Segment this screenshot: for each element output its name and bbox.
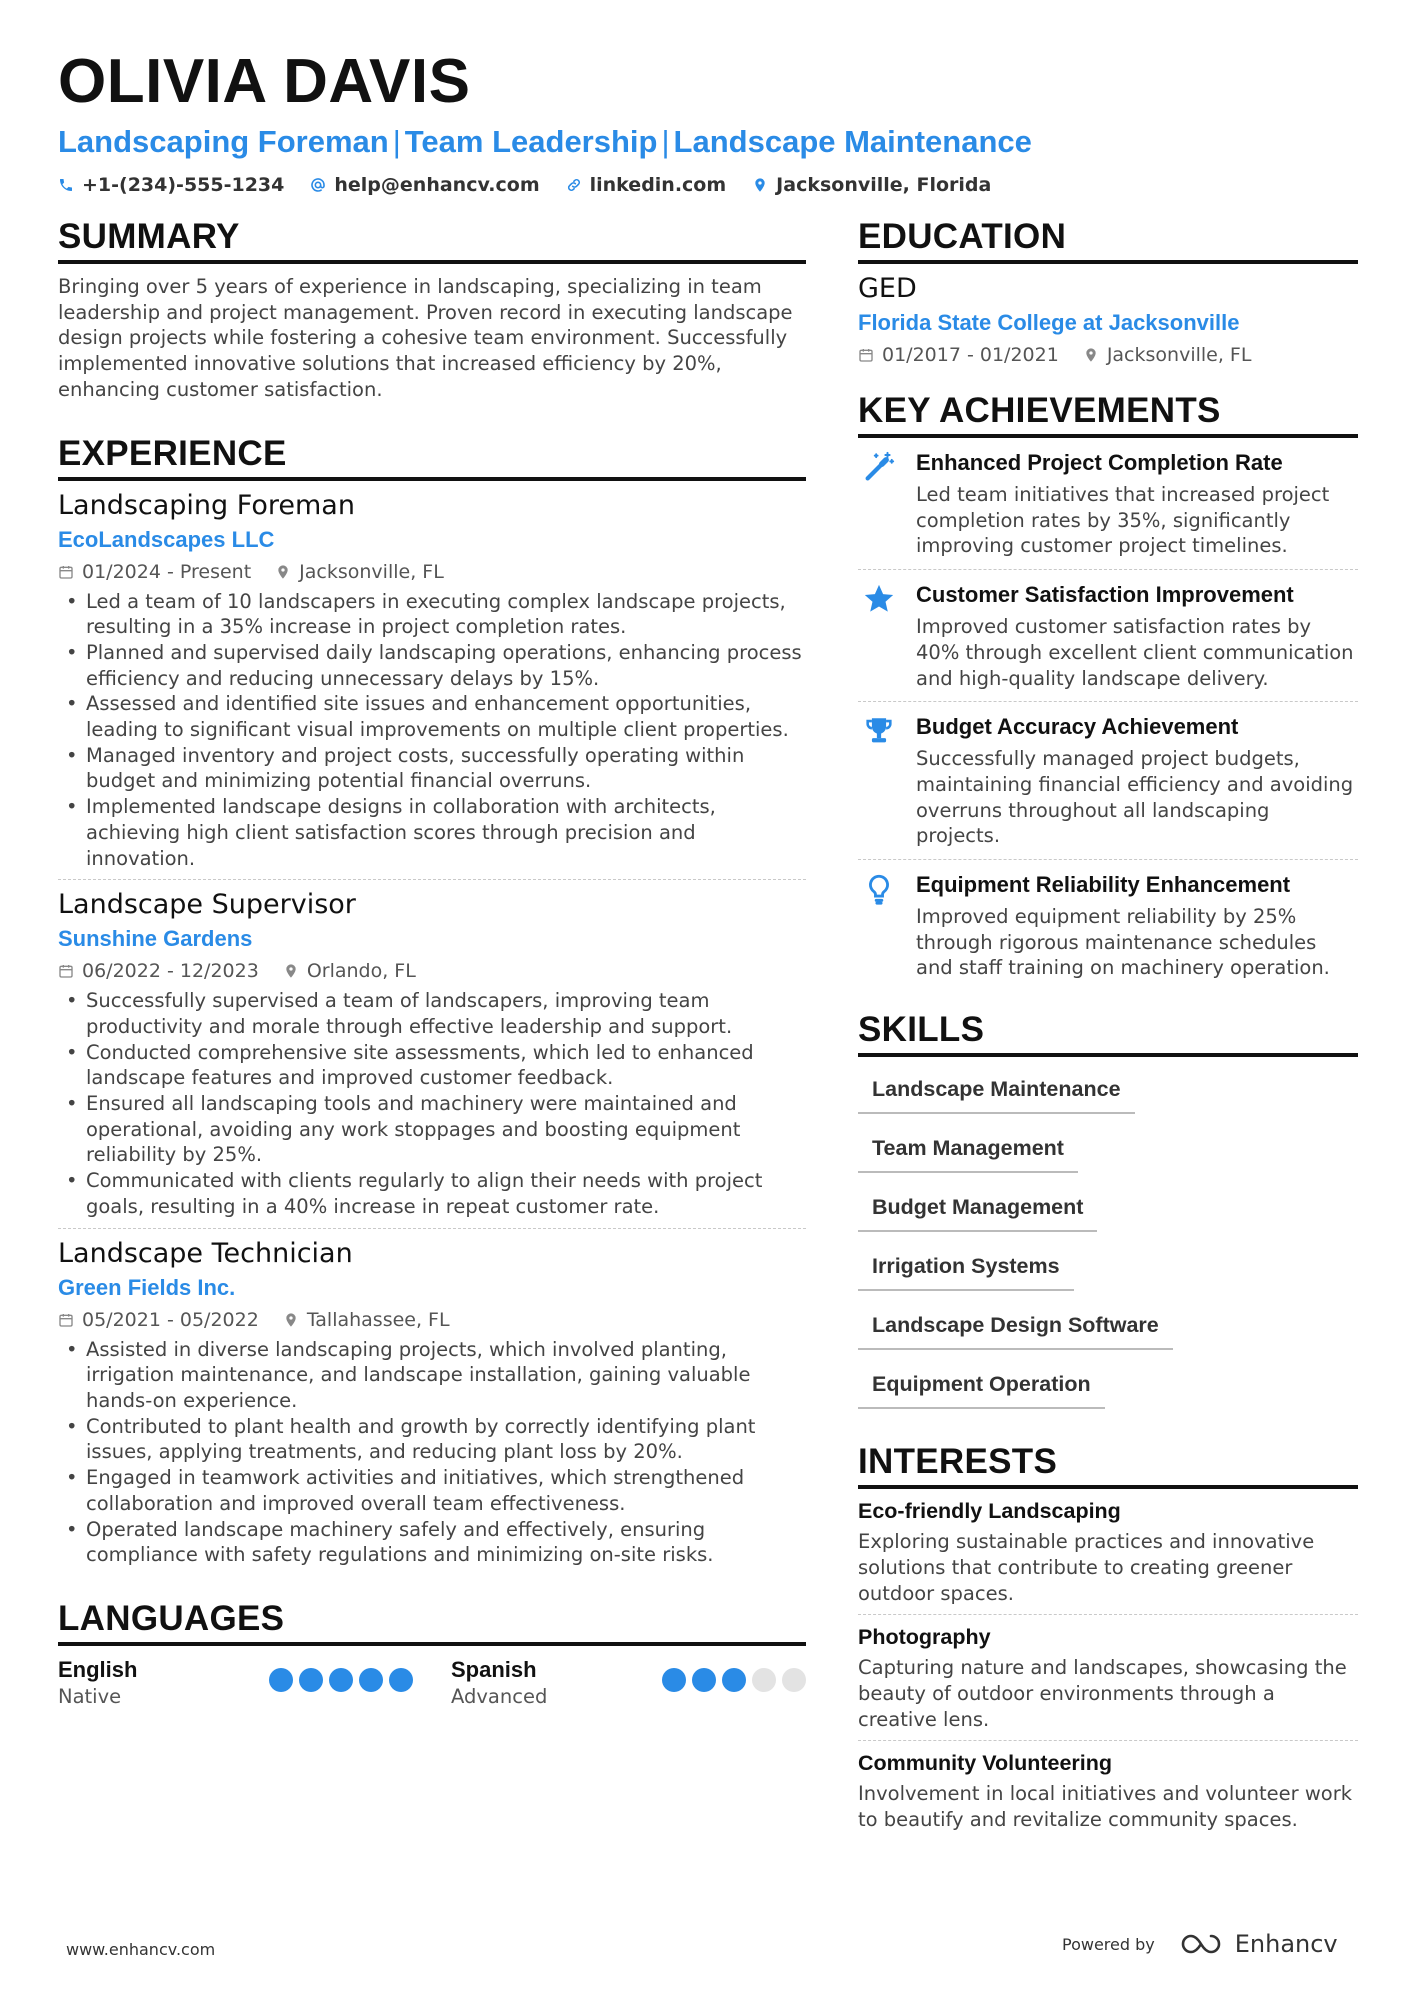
summary-section: [58, 216, 806, 403]
trophy-icon: [862, 714, 896, 748]
bullet-item: • Planned and supervised daily landscaping operations, enhancing process efficiency and reducing unnecessary delays by 15%.: [58, 640, 806, 691]
language-level: Native: [58, 1684, 122, 1708]
job-entry: [58, 1229, 806, 1576]
job-location: [275, 559, 444, 585]
rating-dot-empty: [752, 1668, 776, 1692]
rating-dot-filled: [269, 1668, 293, 1692]
bullet-item: • Led a team of 10 landscapers in executing complex landscape projects, resulting in a 35% increase in project completion rates.: [58, 589, 806, 640]
interest-item: [858, 1489, 1358, 1615]
dates-text: 05/2021 - 05/2022: [82, 1308, 259, 1331]
tagline-part: Team Leadership: [404, 124, 658, 159]
company-name: EcoLandscapes LLC: [58, 526, 275, 552]
dates-text: 01/2024 - Present: [82, 560, 252, 583]
contact-location: [752, 174, 991, 196]
skill-tag: Landscape Design Software: [858, 1305, 1173, 1350]
achievement-item: [858, 702, 1358, 860]
location-text: Tallahassee, FL: [306, 1308, 450, 1331]
footer-website[interactable]: www.enhancv.com: [66, 1940, 216, 1959]
bullet-item: • Communicated with clients regularly to align their needs with project goals, resulting in a 40% increase in repeat customer rate.: [58, 1168, 806, 1219]
interest-title: Photography: [858, 1625, 991, 1650]
bullet-item: • Engaged in teamwork activities and initiatives, which strengthened collaboration and improved overall team effectiveness.: [58, 1465, 806, 1516]
enhancv-logo-icon: [1179, 1931, 1225, 1957]
achievement-desc: Led team initiatives that increased project completion rates by 35%, significantly improving customer project timelines.: [916, 483, 1330, 558]
skill-tag: Landscape Maintenance: [858, 1069, 1135, 1114]
resume-header: [58, 46, 1358, 196]
candidate-name: OLIVIA DAVIS: [58, 47, 471, 116]
calendar-icon: [58, 564, 74, 580]
achievement-desc: Successfully managed project budgets, maintaining financial efficiency and avoiding overruns throughout all landscaping projects.: [916, 747, 1354, 848]
calendar-icon: [858, 347, 874, 363]
job-bullets: [58, 589, 806, 872]
achievement-title: Enhanced Project Completion Rate: [916, 450, 1283, 475]
brand-logo[interactable]: [1179, 1930, 1338, 1958]
powered-by-label: Powered by: [1062, 1934, 1155, 1954]
languages-list: [58, 1656, 806, 1710]
education-dates: [858, 342, 1059, 368]
brand-name: Enhancv: [1234, 1930, 1338, 1958]
location-pin-icon: [275, 564, 291, 580]
languages-section: [58, 1598, 806, 1710]
tagline-separator: |: [661, 124, 670, 159]
linkedin-url: linkedin.com: [589, 174, 727, 196]
section-title: SKILLS: [858, 1009, 1358, 1057]
lightbulb-icon: [862, 872, 896, 906]
skill-tag: Budget Management: [858, 1187, 1097, 1232]
contact-bar: [58, 174, 1358, 196]
job-entry: [58, 481, 806, 881]
job-title: Landscape Technician: [58, 1237, 353, 1269]
rating-dot-filled: [662, 1668, 686, 1692]
star-icon: [862, 582, 896, 616]
magic-wand-icon: [862, 450, 896, 484]
section-title: EDUCATION: [858, 216, 1358, 264]
section-title: LANGUAGES: [58, 1598, 806, 1646]
location-pin-icon: [283, 963, 299, 979]
right-column: [858, 216, 1358, 1871]
interest-desc: Exploring sustainable practices and innovative solutions that contribute to creating greener outdoor spaces.: [858, 1530, 1315, 1605]
rating-dot-filled: [692, 1668, 716, 1692]
phone-number: +1-(234)-555-1234: [82, 174, 285, 196]
job-title: Landscaping Foreman: [58, 489, 355, 521]
rating-dot-filled: [722, 1668, 746, 1692]
achievement-item: [858, 570, 1358, 702]
left-column: [58, 216, 806, 1740]
education-section: [858, 216, 1358, 368]
interest-title: Community Volunteering: [858, 1751, 1113, 1776]
skills-list: [858, 1069, 1358, 1423]
company-name: Green Fields Inc.: [58, 1274, 236, 1300]
job-title: Landscape Supervisor: [58, 889, 356, 921]
company-name: Sunshine Gardens: [58, 926, 253, 952]
bullet-item: • Implemented landscape designs in collaboration with architects, achieving high client satisfaction scores through precision and innovation.: [58, 794, 806, 871]
language-name: Spanish: [451, 1656, 537, 1682]
experience-section: [58, 433, 806, 1576]
job-bullets: [58, 1337, 806, 1568]
bullet-item: • Conducted comprehensive site assessments, which led to enhanced landscape features and improved customer feedback.: [58, 1040, 806, 1091]
bullet-item: • Assisted in diverse landscaping projects, which involved planting, irrigation maintenance, and landscape installation, gaining valuable hands-on experience.: [58, 1337, 806, 1414]
location-text: Jacksonville, FL: [1106, 344, 1252, 366]
footer-branding: [1062, 1930, 1338, 1958]
bullet-item: • Ensured all landscaping tools and machinery were maintained and operational, avoiding any work stoppages and boosting equipment reliability by 25%.: [58, 1091, 806, 1168]
bullet-item: • Operated landscape machinery safely and effectively, ensuring compliance with safety regulations and minimizing on-site risks.: [58, 1517, 806, 1568]
interest-title: Eco-friendly Landscaping: [858, 1499, 1121, 1524]
skill-tag: Irrigation Systems: [858, 1246, 1074, 1291]
tagline: [58, 122, 1358, 162]
contact-phone[interactable]: [58, 174, 284, 196]
achievement-title: Budget Accuracy Achievement: [916, 714, 1239, 740]
education-location: [1083, 342, 1252, 368]
dates-text: 01/2017 - 01/2021: [882, 344, 1059, 366]
section-title: KEY ACHIEVEMENTS: [858, 390, 1358, 438]
education-meta: [858, 342, 1358, 368]
job-location: [283, 1307, 450, 1333]
email-address: help@enhancv.com: [334, 174, 540, 196]
tagline-part: Landscaping Foreman: [58, 124, 389, 159]
interest-desc: Involvement in local initiatives and volunteer work to beautify and revitalize community spaces.: [858, 1782, 1353, 1832]
language-item: [58, 1656, 413, 1710]
achievement-desc: Improved customer satisfaction rates by 40% through excellent client communication and high-quality landscape delivery.: [916, 615, 1354, 690]
job-bullets: [58, 988, 806, 1219]
language-name: English: [58, 1656, 138, 1682]
dates-text: 06/2022 - 12/2023: [82, 960, 259, 983]
achievement-title: Equipment Reliability Enhancement: [916, 872, 1291, 898]
language-rating: [269, 1668, 413, 1692]
calendar-icon: [58, 963, 74, 979]
skill-tag: Team Management: [858, 1128, 1078, 1173]
achievement-item: [858, 860, 1358, 991]
section-title: SUMMARY: [58, 216, 806, 264]
language-item: [451, 1656, 806, 1710]
interest-item: [858, 1615, 1358, 1741]
rating-dot-filled: [299, 1668, 323, 1692]
tagline-part: Landscape Maintenance: [673, 124, 1032, 159]
bullet-item: • Assessed and identified site issues and enhancement opportunities, leading to significant visual improvements on multiple client properties.: [58, 691, 806, 742]
link-icon: [566, 177, 582, 193]
achievement-item: [858, 438, 1358, 570]
interest-desc: Capturing nature and landscapes, showcasing the beauty of outdoor environments through a creative lens.: [858, 1656, 1347, 1731]
at-icon: [310, 177, 326, 193]
job-dates: [58, 559, 251, 585]
achievements-section: [858, 390, 1358, 991]
rating-dot-filled: [359, 1668, 383, 1692]
job-meta: [58, 958, 806, 984]
contact-linkedin[interactable]: [566, 174, 727, 196]
language-rating: [662, 1668, 806, 1692]
job-meta: [58, 1307, 806, 1333]
degree: GED: [858, 273, 917, 304]
section-title: EXPERIENCE: [58, 433, 806, 481]
interests-section: [858, 1441, 1358, 1841]
location-text: Jacksonville, FL: [299, 560, 444, 583]
location-pin-icon: [752, 177, 768, 193]
interest-item: [858, 1741, 1358, 1840]
contact-email[interactable]: [310, 174, 539, 196]
phone-icon: [58, 177, 74, 193]
location-text: Orlando, FL: [306, 960, 416, 983]
achievement-title: Customer Satisfaction Improvement: [916, 582, 1294, 608]
job-dates: [58, 1307, 259, 1333]
job-location: [283, 958, 416, 984]
summary-text: Bringing over 5 years of experience in landscaping, specializing in team leadership and project management. Proven record in executing landscape design projects while fostering a cohesive team environment. Successfully implemented innovative solutions that increased efficiency by 20%, enhancing customer satisfaction.: [58, 275, 793, 401]
skills-section: [858, 1009, 1358, 1423]
achievement-desc: Improved equipment reliability by 25% through rigorous maintenance schedules and staff training on machinery operation.: [916, 905, 1330, 980]
calendar-icon: [58, 1312, 74, 1328]
location-pin-icon: [283, 1312, 299, 1328]
job-entry: [58, 880, 806, 1228]
rating-dot-filled: [329, 1668, 353, 1692]
skill-tag: Equipment Operation: [858, 1364, 1105, 1409]
location-pin-icon: [1083, 347, 1099, 363]
bullet-item: • Managed inventory and project costs, successfully operating within budget and minimizing potential financial overruns.: [58, 743, 806, 794]
rating-dot-filled: [389, 1668, 413, 1692]
location-text: Jacksonville, Florida: [776, 174, 992, 196]
bullet-item: • Contributed to plant health and growth by correctly identifying plant issues, applying treatments, and reducing plant loss by 20%.: [58, 1414, 806, 1465]
rating-dot-empty: [782, 1668, 806, 1692]
job-dates: [58, 958, 259, 984]
section-title: INTERESTS: [858, 1441, 1358, 1489]
job-meta: [58, 559, 806, 585]
bullet-item: • Successfully supervised a team of landscapers, improving team productivity and morale through effective leadership and support.: [58, 988, 806, 1039]
language-level: Advanced: [451, 1684, 548, 1708]
school-name: Florida State College at Jacksonville: [858, 310, 1240, 335]
tagline-separator: |: [392, 124, 401, 159]
